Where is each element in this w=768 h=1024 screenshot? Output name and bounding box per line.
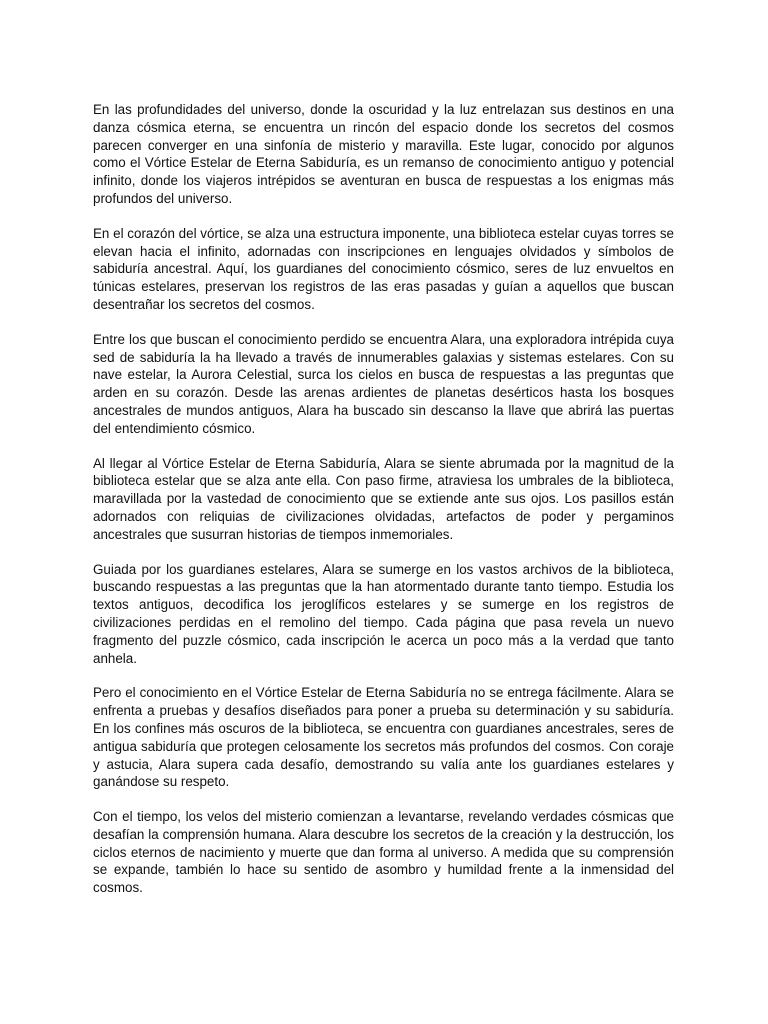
paragraph-3: Entre los que buscan el conocimiento perdido se encuentra Alara, una exploradora intrépida cuya sed de sabiduría la ha llevado a través de innumerables galaxias y sistemas estelares. Con su nave estelar, la Aurora Celestial, surca los cielos en busca de respuestas a las preguntas que arden en su corazón. Desde las arenas ardientes de planetas desérticos hasta los bosques ancestrales de mundos antiguos, Alara ha buscado sin descanso la llave que abrirá las puertas del entendimiento cósmico. [93,331,674,436]
paragraph-1: En las profundidades del universo, donde la oscuridad y la luz entrelazan sus destinos en una danza cósmica eterna, se encuentra un rincón del espacio donde los secretos del cosmos parecen converger en una sinfonía de misterio y maravilla. Este lugar, conocido por algunos como el Vórtice Estelar de Eterna Sabiduría, es un remanso de conocimiento antiguo y potencial infinito, donde los viajeros intrépidos se aventuran en busca de respuestas a los enigmas más profundos del universo. [93,102,674,206]
paragraph-6: Pero el conocimiento en el Vórtice Estelar de Eterna Sabiduría no se entrega fácilmente. Alara se enfrenta a pruebas y desafíos diseñados para poner a prueba su determinación y su sabiduría. En los confines más oscuros de la biblioteca, se encuentra con guardianes ancestrales, seres de antigua sabiduría que protegen celosamente los secretos más profundos del cosmos. Con coraje y astucia, Alara supera cada desafío, demostrando su valía ante los guardianes estelares y ganándose su respeto. [93,685,674,790]
document-body [93,101,674,914]
paragraph-5: Guiada por los guardianes estelares, Alara se sumerge en los vastos archivos de la biblioteca, buscando respuestas a las preguntas que la han atormentado durante tanto tiempo. Estudia los textos antiguos, decodifica los jeroglíficos estelares y se sumerge en los registros de civilizaciones perdidas en el remolino del tiempo. Cada página que pasa revela un nuevo fragmento del puzzle cósmico, cada inscripción le acerca un poco más a la verdad que tanto anhela. [93,561,674,666]
paragraph-2: En el corazón del vórtice, se alza una estructura imponente, una biblioteca estelar cuyas torres se elevan hacia el infinito, adornadas con inscripciones en lenguajes olvidados y símbolos de sabiduría ancestral. Aquí, los guardianes del conocimiento cósmico, seres de luz envueltos en túnicas estelares, preservan los registros de las eras pasadas y guían a aquellos que buscan desentrañar los secretos del cosmos. [93,225,674,312]
paragraph-7: Con el tiempo, los velos del misterio comienzan a levantarse, revelando verdades cósmicas que desafían la comprensión humana. Alara descubre los secretos de la creación y la destrucción, los ciclos eternos de nacimiento y muerte que dan forma al universo. A medida que su comprensión se expande, también lo hace su sentido de asombro y humildad frente a la inmensidad del cosmos. [93,809,674,896]
paragraph-4: Al llegar al Vórtice Estelar de Eterna Sabiduría, Alara se siente abrumada por la magnitud de la biblioteca estelar que se alza ante ella. Con paso firme, atraviesa los umbrales de la biblioteca, maravillada por la vastedad de conocimiento que se extiende ante sus ojos. Los pasillos están adornados con reliquias de civilizaciones olvidadas, artefactos de poder y pergaminos ancestrales que susurran historias de tiempos inmemoriales. [93,455,674,542]
